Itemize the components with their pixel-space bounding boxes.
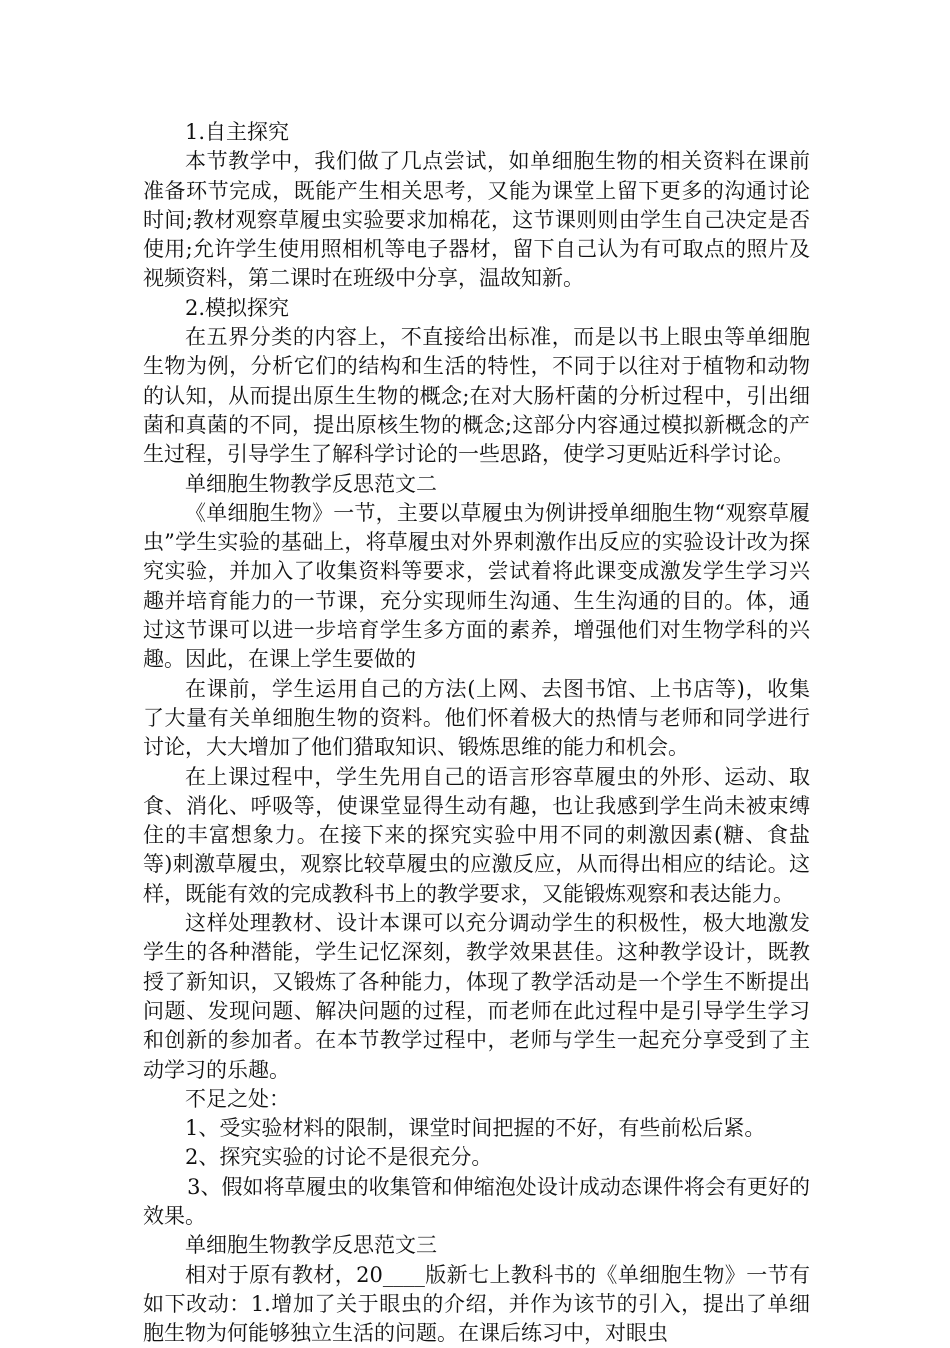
paragraph-textbook-changes: 相对于原有教材，20____版新七上教科书的《单细胞生物》一节有如下改动：1.增加了关于眼虫的介绍，并作为该节的引入，提出了单细胞生物为何能够独立生活的问题。在课后练习中，对眼虫 [143,1262,810,1346]
paragraph-lesson-overview: 《单细胞生物》一节，主要以草履虫为例讲授单细胞生物“观察草履虫”学生实验的基础上，将草履虫对外界刺激作出反应的实验设计改为探究实验，并加入了收集资料等要求，尝试着将此课变成激发学生学习兴趣并培育能力的一节课，充分实现师生沟通、生生沟通的目的。体，通过这节课可以进一步培育学生多方面的素养，增强他们对生物学科的兴趣。因此，在课上学生要做的 [143,500,810,672]
shortcoming-item-3: 3、假如将草履虫的收集管和伸缩泡处设计成动态课件将会有更好的效果。 [143,1174,810,1228]
paragraph-before-class: 在课前，学生运用自己的方法(上网、去图书馆、上书店等)，收集了大量有关单细胞生物的资料。他们怀着极大的热情与老师和同学进行讨论，大大增加了他们猎取知识、锻炼思维的能力和机会。 [143,676,810,760]
shortcoming-item-2: 2、探究实验的讨论不是很充分。 [185,1145,493,1170]
paragraph-teaching-effect: 这样处理教材、设计本课可以充分调动学生的积极性，极大地激发学生的各种潜能，学生记忆深刻，教学效果甚佳。这种教学设计，既教授了新知识，又锻炼了各种能力，体现了教学活动是一个学生不断提出问题、发现问题、解决问题的过程，而老师在此过程中是引导学生学习和创新的参加者。在本节教学过程中，老师与学生一起充分享受到了主动学习的乐趣。 [143,911,810,1082]
shortcoming-item-1: 1、受实验材料的限制，课堂时间把握的不好，有些前松后紧。 [185,1116,766,1141]
subheading-autonomous-inquiry: 1.自主探究 [185,120,290,144]
section-title-sample-three: 单细胞生物教学反思范文三 [185,1233,437,1258]
subheading-simulated-inquiry: 2.模拟探究 [185,295,290,320]
section-title-sample-two: 单细胞生物教学反思范文二 [185,471,437,496]
paragraph-during-class: 在上课过程中，学生先用自己的语言形容草履虫的外形、运动、取食、消化、呼吸等，使课堂显得生动有趣，也让我感到学生尚未被束缚住的丰富想象力。在接下来的探究实验中用不同的刺激因素(糖、食盐等)刺激草履虫，观察比较草履虫的应激反应，从而得出相应的结论。这样，既能有效的完成教科书上的教学要求，又能锻炼观察和表达能力。 [143,764,810,906]
shortcomings-label: 不足之处： [185,1086,290,1111]
paragraph-autonomous-inquiry: 本节教学中，我们做了几点尝试，如单细胞生物的相关资料在课前准备环节完成，既能产生相关思考，又能为课堂上留下更多的沟通讨论时间;教材观察草履虫实验要求加棉花，这节课则则由学生自己决定是否使用;允许学生使用照相机等电子器材，留下自己认为有可取点的照片及视频资料，第二课时在班级中分享，温故知新。 [143,149,810,291]
document-page [143,118,810,1348]
paragraph-simulated-inquiry: 在五界分类的内容上，不直接给出标准，而是以书上眼虫等单细胞生物为例，分析它们的结构和生活的特性，不同于以往对于植物和动物的认知，从而提出原生生物的概念;在对大肠杆菌的分析过程中，引出细菌和真菌的不同，提出原核生物的概念;这部分内容通过模拟新概念的产生过程，引导学生了解科学讨论的一些思路，使学习更贴近科学讨论。 [143,325,810,467]
